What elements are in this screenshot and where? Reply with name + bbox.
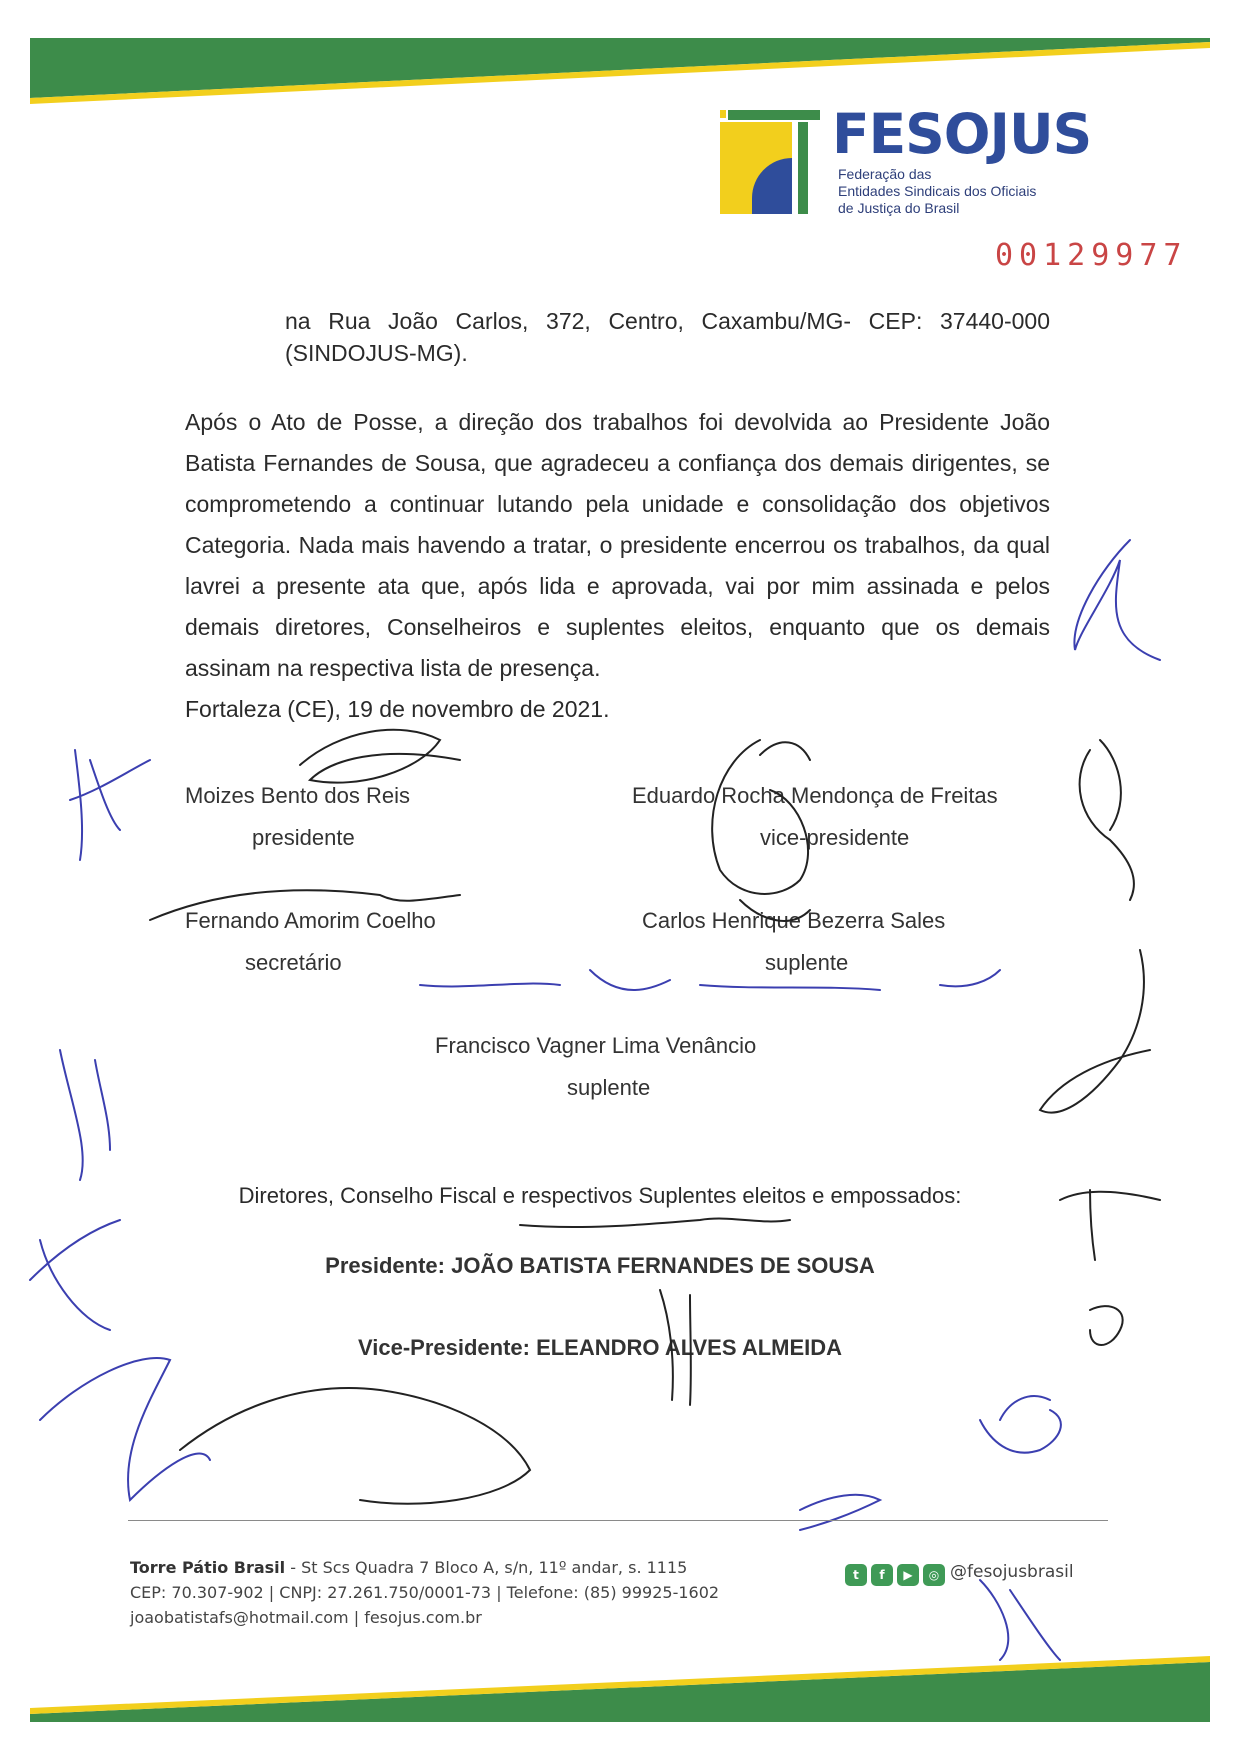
elected-vice-president: Vice-Presidente: ELEANDRO ALVES ALMEIDA <box>357 1335 843 1360</box>
place-date: Fortaleza (CE), 19 de novembro de 2021. <box>185 696 610 722</box>
signatory-role: presidente <box>252 825 355 850</box>
signatory-role: suplente <box>567 1075 651 1100</box>
social-handle[interactable]: @fesojusbrasil <box>950 1562 1074 1582</box>
signatory-name: Carlos Henrique Bezerra Sales <box>642 908 946 933</box>
footer-divider <box>128 1520 1108 1521</box>
facebook-icon[interactable]: f <box>871 1564 893 1586</box>
signatory-name: Francisco Vagner Lima Venâncio <box>435 1033 757 1058</box>
footer-email-line: joaobatistafs@hotmail.com | fesojus.com.br <box>130 1608 482 1627</box>
footer-building: Torre Pátio Brasil <box>130 1558 286 1577</box>
logo-subtitle: Federação das Entidades Sindicais dos Oficiais de Justiça do Brasil <box>838 166 1037 216</box>
footer-band <box>30 1622 1210 1722</box>
signatory-name: Eduardo Rocha Mendonça de Freitas <box>632 783 998 808</box>
twitter-icon[interactable]: t <box>845 1564 867 1586</box>
signatory-role: suplente <box>765 950 849 975</box>
page-stamp-number: 00129977 <box>995 238 1188 273</box>
elected-intro: Diretores, Conselho Fiscal e respectivos Suplentes eleitos e empossados: <box>238 1183 962 1208</box>
signatory-role: secretário <box>245 950 342 975</box>
footer-contact <box>130 1555 719 1630</box>
social-icons <box>845 1563 945 1587</box>
address-paragraph: na Rua João Carlos, 372, Centro, Caxambu/MG- CEP: 37440-000 (SINDOJUS-MG). <box>285 308 1050 366</box>
signatory-name: Moizes Bento dos Reis <box>185 783 410 808</box>
instagram-icon[interactable]: ◎ <box>923 1564 945 1586</box>
footer-address-line <box>130 1555 719 1580</box>
closing-paragraph: Após o Ato de Posse, a direção dos trabalhos foi devolvida ao Presidente João Batista Fernandes de Sousa, que agradeceu a confiança dos demais dirigentes, se comprometendo a continuar lutando pela unidade e consolidação dos objetivos Categoria. Nada mais havendo a tratar, o presidente encerrou os trabalhos, da qual lavrei a presente ata que, após lida e aprovada, vai por mim assinada e pelos demais diretores, Conselheiros e suplentes eleitos, enquanto que os demais assinam na respectiva lista de presença. <box>185 409 1050 681</box>
elected-president: Presidente: JOÃO BATISTA FERNANDES DE SOUSA <box>325 1253 875 1278</box>
footer-address: - St Scs Quadra 7 Bloco A, s/n, 11º andar, s. 1115 <box>285 1558 688 1577</box>
footer-cep-line: CEP: 70.307-902 | CNPJ: 27.261.750/0001-73 | Telefone: (85) 99925-1602 <box>130 1583 720 1602</box>
youtube-icon[interactable]: ▶ <box>897 1564 919 1586</box>
header-band <box>30 38 1210 110</box>
logo-mark-icon <box>720 110 820 214</box>
signatory-name: Fernando Amorim Coelho <box>185 908 436 933</box>
fesojus-logo <box>720 102 1100 228</box>
signatory-role: vice-presidente <box>760 825 910 850</box>
logo-name: FESOJUS <box>832 102 1092 166</box>
